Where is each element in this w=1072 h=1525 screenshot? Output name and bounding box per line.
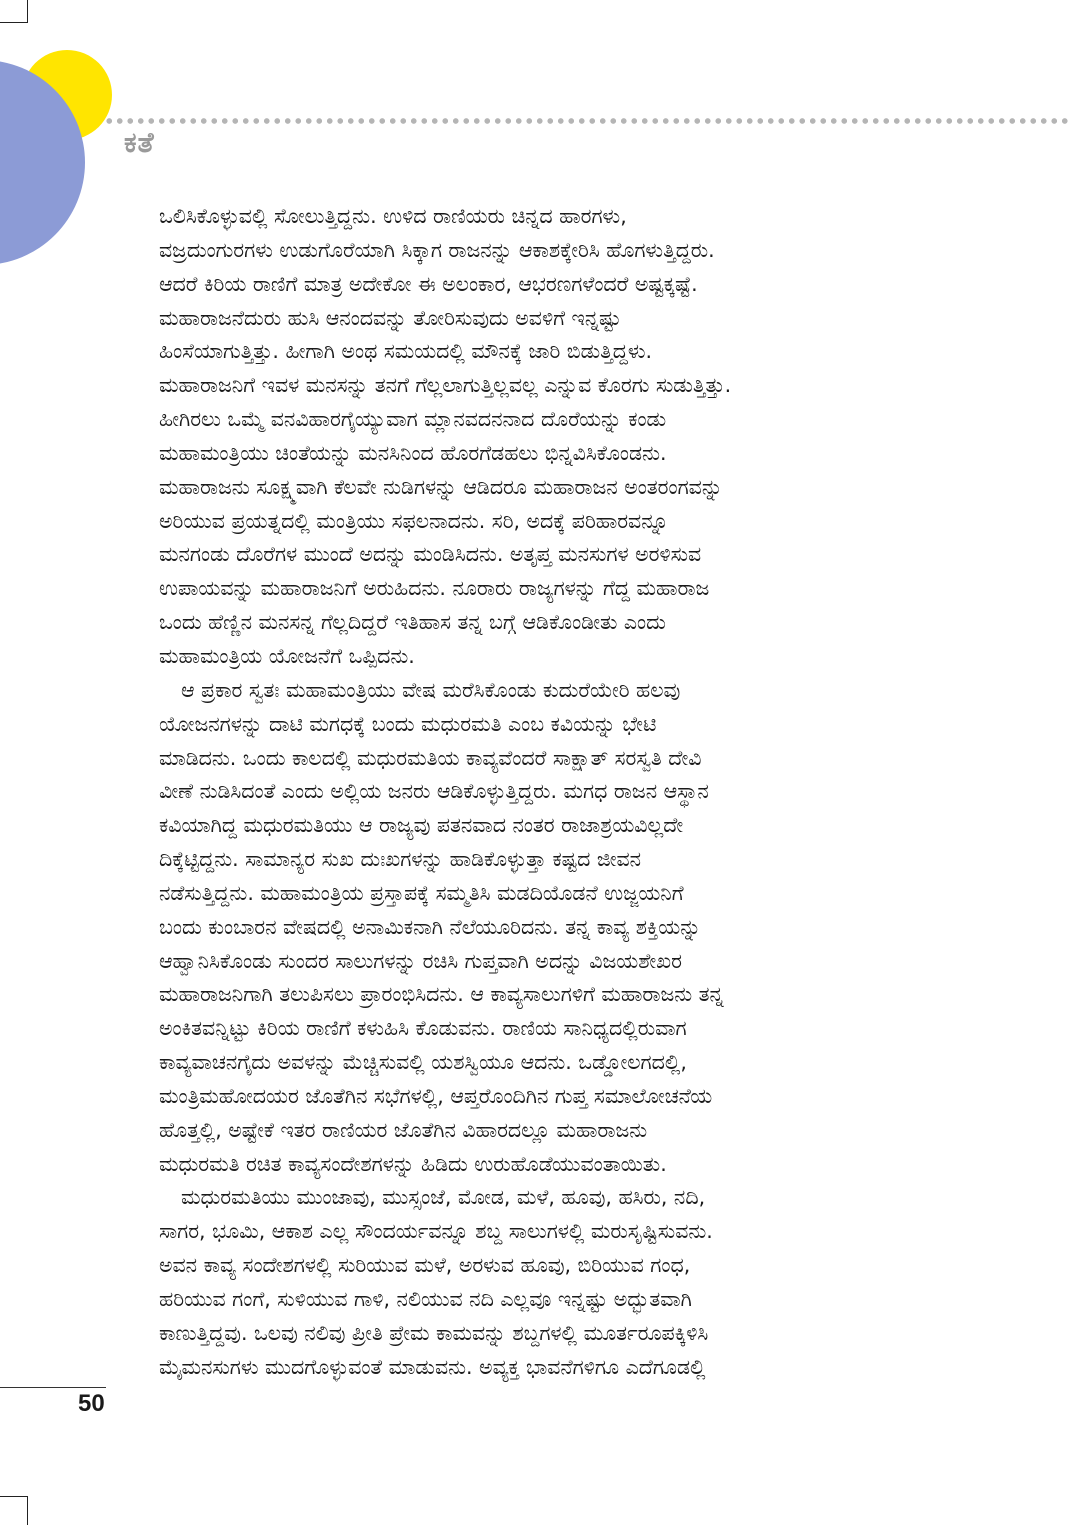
text-line: ಯೋಜನಗಳನ್ನು ದಾಟಿ ಮಗಧಕ್ಕೆ ಬಂದು ಮಧುರಮತಿ ಎಂಬ ಕವಿಯನ್ನು ಭೇಟಿ xyxy=(159,711,657,736)
text-line: ಕವಿಯಾಗಿದ್ದ ಮಧುರಮತಿಯು ಆ ರಾಜ್ಯವು ಪತನವಾದ ನಂತರ ರಾಜಾಶ್ರಯವಿಲ್ಲದೇ xyxy=(159,813,684,838)
text-line: ಮಹಾಮಂತ್ರಿಯು ಚಿಂತೆಯನ್ನು ಮನಸಿನಿಂದ ಹೊರಗೆಡಹಲು ಭಿನ್ನವಿಸಿಕೊಂಡನು. xyxy=(159,440,667,465)
text-line: ಮಹಾಮಂತ್ರಿಯ ಯೋಜನೆಗೆ ಒಪ್ಪಿದನು. xyxy=(159,643,415,668)
text-line: ಅರಿಯುವ ಪ್ರಯತ್ನದಲ್ಲಿ ಮಂತ್ರಿಯು ಸಫಲನಾದನು. ಸರಿ, ಅದಕ್ಕೆ ಪರಿಹಾರವನ್ನೂ xyxy=(159,508,669,533)
text-line: ಹಿಂಸೆಯಾಗುತ್ತಿತ್ತು. ಹೀಗಾಗಿ ಅಂಥ ಸಮಯದಲ್ಲಿ ಮೌನಕ್ಕೆ ಜಾರಿ ಬಿಡುತ್ತಿದ್ದಳು. xyxy=(159,339,653,364)
text-line: ಹರಿಯುವ ಗಂಗೆ, ಸುಳಿಯುವ ಗಾಳಿ, ನಲಿಯುವ ನದಿ ಎಲ್ಲವೂ ಇನ್ನಷ್ಟು ಅದ್ಭುತವಾಗಿ xyxy=(159,1287,692,1311)
text-line: ಮಹಾರಾಜನೆದುರು ಹುಸಿ ಆನಂದವನ್ನು ತೋರಿಸುವುದು ಅವಳಿಗೆ ಇನ್ನಷ್ಟು xyxy=(159,305,621,330)
text-line: ಅಂಕಿತವನ್ನಿಟ್ಟು ಕಿರಿಯ ರಾಣಿಗೆ ಕಳುಹಿಸಿ ಕೊಡುವನು. ರಾಣಿಯ ಸಾನಿಧ್ಯದಲ್ಲಿರುವಾಗ xyxy=(159,1016,687,1041)
page-number: 50 xyxy=(78,1390,105,1417)
text-line: ಆದರೆ ಕಿರಿಯ ರಾಣಿಗೆ ಮಾತ್ರ ಅದೇಕೋ ಈ ಅಲಂಕಾರ, ಆಭರಣಗಳೆಂದರೆ ಅಷ್ಟಕ್ಕಷ್ಟೆ. xyxy=(159,271,698,296)
text-line: ಅವನ ಕಾವ್ಯ ಸಂದೇಶಗಳಲ್ಲಿ ಸುರಿಯುವ ಮಳೆ, ಅರಳುವ ಹೂವು, ಬಿರಿಯುವ ಗಂಧ, xyxy=(159,1253,691,1278)
text-line: ಮಹಾರಾಜನಿಗೆ ಇವಳ ಮನಸನ್ನು ತನಗೆ ಗೆಲ್ಲಲಾಗುತ್ತಿಲ್ಲವಲ್ಲ ಎನ್ನುವ ಕೊರಗು ಸುಡುತ್ತಿತ್ತು. xyxy=(159,373,732,398)
crop-mark-top-v xyxy=(27,0,28,22)
text-line: ಮಂತ್ರಿಮಹೋದಯರ ಜೊತೆಗಿನ ಸಭೆಗಳಲ್ಲಿ, ಆಪ್ತರೊಂದಿಗಿನ ಗುಪ್ತ ಸಮಾಲೋಚನೆಯ xyxy=(159,1083,713,1108)
text-line: ನಡೆಸುತ್ತಿದ್ದನು. ಮಹಾಮಂತ್ರಿಯ ಪ್ರಸ್ತಾಪಕ್ಕೆ ಸಮ್ಮತಿಸಿ ಮಡದಿಯೊಡನೆ ಉಜ್ಜಯನಿಗೆ xyxy=(159,880,684,905)
crop-mark-top-h xyxy=(0,22,28,23)
text-line: ಮೈಮನಸುಗಳು ಮುದಗೊಳ್ಳುವಂತೆ ಮಾಡುವನು. ಅವ್ಯಕ್ತ ಭಾವನೆಗಳಿಗೂ ಎದೆಗೂಡಲ್ಲಿ xyxy=(159,1354,706,1379)
text-line: ಮಹಾರಾಜನಿಗಾಗಿ ತಲುಪಿಸಲು ಪ್ರಾರಂಭಿಸಿದನು. ಆ ಕಾವ್ಯಸಾಲುಗಳಿಗೆ ಮಹಾರಾಜನು ತನ್ನ xyxy=(159,982,724,1007)
text-line: ಹೊತ್ತಲ್ಲಿ, ಅಷ್ಟೇಕೆ ಇತರ ರಾಣಿಯರ ಜೊತೆಗಿನ ವಿಹಾರದಲ್ಲೂ ಮಹಾರಾಜನು xyxy=(159,1117,648,1142)
text-line: ಕಾವ್ಯವಾಚನಗೈದು ಅವಳನ್ನು ಮೆಚ್ಚಿಸುವಲ್ಲಿ ಯಶಸ್ವಿಯೂ ಆದನು. ಒಡ್ಡೋಲಗದಲ್ಲಿ, xyxy=(159,1050,687,1075)
section-label: ಕತೆ xyxy=(124,126,155,159)
crop-mark-bottom-v xyxy=(27,1496,28,1525)
text-line: ಹೀಗಿರಲು ಒಮ್ಮೆ ವನವಿಹಾರಗೈಯ್ಯುವಾಗ ಮ್ಲಾನವದನನಾದ ದೊರೆಯನ್ನು ಕಂಡು xyxy=(159,407,667,432)
text-line: ಆಹ್ವಾನಿಸಿಕೊಂಡು ಸುಂದರ ಸಾಲುಗಳನ್ನು ರಚಿಸಿ ಗುಪ್ತವಾಗಿ ಅದನ್ನು ವಿಜಯಶೇಖರ xyxy=(159,948,682,973)
crop-mark-bottom-h xyxy=(0,1496,28,1497)
text-line: ಒಲಿಸಿಕೊಳ್ಳುವಲ್ಲಿ ಸೋಲುತ್ತಿದ್ದನು. ಉಳಿದ ರಾಣಿಯರು ಚಿನ್ನದ ಹಾರಗಳು, xyxy=(159,204,627,228)
text-line: ವೀಣೆ ನುಡಿಸಿದಂತೆ ಎಂದು ಅಲ್ಲಿಯ ಜನರು ಆಡಿಕೊಳ್ಳುತ್ತಿದ್ದರು. ಮಗಧ ರಾಜನ ಆಸ್ಥಾನ xyxy=(159,779,709,804)
text-line: ಕಾಣುತ್ತಿದ್ದವು. ಒಲವು ನಲಿವು ಪ್ರೀತಿ ಪ್ರೇಮ ಕಾಮವನ್ನು ಶಬ್ದಗಳಲ್ಲಿ ಮೂರ್ತರೂಪಕ್ಕಿಳಿಸಿ xyxy=(159,1320,709,1345)
text-line: ಮಹಾರಾಜನು ಸೂಕ್ಷ್ಮವಾಗಿ ಕೆಲವೇ ನುಡಿಗಳನ್ನು ಆಡಿದರೂ ಮಹಾರಾಜನ ಅಂತರಂಗವನ್ನು xyxy=(159,474,723,499)
text-line: ಮಾಡಿದನು. ಒಂದು ಕಾಲದಲ್ಲಿ ಮಧುರಮತಿಯ ಕಾವ್ಯವೆಂದರೆ ಸಾಕ್ಷಾತ್ ಸರಸ್ವತಿ ದೇವಿ xyxy=(159,745,702,770)
text-line: ವಜ್ರದುಂಗುರಗಳು ಉಡುಗೊರೆಯಾಗಿ ಸಿಕ್ಕಾಗ ರಾಜನನ್ನು ಆಕಾಶಕ್ಕೇರಿಸಿ ಹೊಗಳುತ್ತಿದ್ದರು. xyxy=(159,237,715,262)
text-line: ಉಪಾಯವನ್ನು ಮಹಾರಾಜನಿಗೆ ಅರುಹಿದನು. ನೂರಾರು ರಾಜ್ಯಗಳನ್ನು ಗೆದ್ದ ಮಹಾರಾಜ xyxy=(159,576,710,601)
text-line: ಬಂದು ಕುಂಬಾರನ ವೇಷದಲ್ಲಿ ಅನಾಮಿಕನಾಗಿ ನೆಲೆಯೂರಿದನು. ತನ್ನ ಕಾವ್ಯ ಶಕ್ತಿಯನ್ನು xyxy=(159,914,701,939)
story-body xyxy=(159,200,919,1385)
text-line: ಸಾಗರ, ಭೂಮಿ, ಆಕಾಶ ಎಲ್ಲ ಸೌಂದರ್ಯವನ್ನೂ ಶಬ್ದ ಸಾಲುಗಳಲ್ಲಿ ಮರುಸೃಷ್ಟಿಸುವನು. xyxy=(159,1219,713,1244)
dotted-header-rule xyxy=(104,116,1072,126)
paragraph-start-line: ಆ ಪ್ರಕಾರ ಸ್ವತಃ ಮಹಾಮಂತ್ರಿಯು ವೇಷ ಮರೆಸಿಕೊಂಡು ಕುದುರೆಯೇರಿ ಹಲವು xyxy=(181,677,681,702)
text-line: ದಿಕ್ಕೆಟ್ಟಿದ್ದನು. ಸಾಮಾನ್ಯರ ಸುಖ ದುಃಖಗಳನ್ನು ಹಾಡಿಕೊಳ್ಳುತ್ತಾ ಕಷ್ಟದ ಜೀವನ xyxy=(159,847,642,872)
footer-rule xyxy=(0,1387,106,1388)
text-line: ಮನಗಂಡು ದೊರೆಗಳ ಮುಂದೆ ಅದನ್ನು ಮಂಡಿಸಿದನು. ಅತೃಪ್ತ ಮನಸುಗಳ ಅರಳಿಸುವ xyxy=(159,542,702,567)
paragraph-start-line: ಮಧುರಮತಿಯು ಮುಂಜಾವು, ಮುಸ್ಸಂಜೆ, ಮೋಡ, ಮಳೆ, ಹೂವು, ಹಸಿರು, ನದಿ, xyxy=(181,1185,706,1210)
text-line: ಮಧುರಮತಿ ರಚಿತ ಕಾವ್ಯಸಂದೇಶಗಳನ್ನು ಹಿಡಿದು ಉರುಹೊಡೆಯುವಂತಾಯಿತು. xyxy=(159,1151,667,1176)
text-line: ಒಂದು ಹೆಣ್ಣಿನ ಮನಸನ್ನ ಗೆಲ್ಲದಿದ್ದರೆ ಇತಿಹಾಸ ತನ್ನ ಬಗ್ಗೆ ಆಡಿಕೊಂಡೀತು ಎಂದು xyxy=(159,610,666,635)
